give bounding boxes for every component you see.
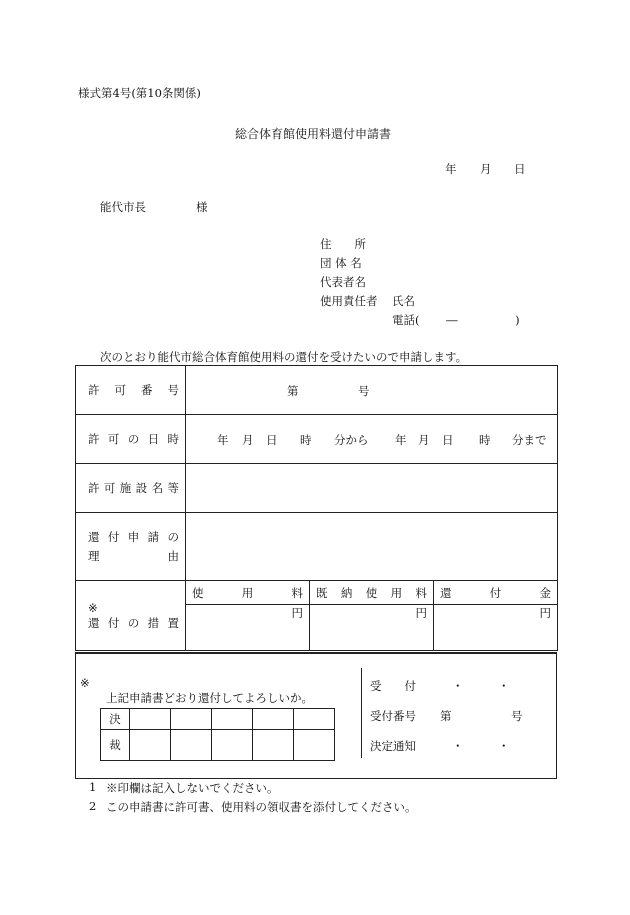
decision-dots: ・ ・ [452,739,510,753]
facility-label: 許 可 施 設 名 等 [76,464,186,513]
stamp-cell[interactable] [130,709,171,730]
stamp-cell[interactable] [294,730,335,761]
permit-number-label: 許 可 番 号 [76,366,186,415]
usage-fee-unit: 円 [291,606,303,620]
stamp-label-1: 決 [101,709,130,730]
approval-mark: ※ [80,676,90,690]
action-header-row [76,581,558,605]
stamp-cell[interactable] [171,730,212,761]
usage-fee-header: 使 用 料 [186,581,310,605]
stamp-cell[interactable] [253,709,294,730]
permit-datetime-label: 許 可 の 日 時 [76,415,186,464]
action-label: ※ 還 付 の 措 置 [76,581,186,651]
receipt-label: 受 付 [370,679,416,693]
facility-row [76,464,558,513]
dt-day-2: 日 [442,433,454,447]
applicant-group-label: 団 体 名 [320,256,362,270]
applicant-responsible-label: 使用責任者 [320,294,378,308]
action-mark: ※ [88,600,98,615]
permit-datetime-row [76,415,558,464]
stamp-cell[interactable] [212,730,253,761]
refund-amount-header: 還 付 金 [434,581,558,605]
receipt-number-suffix: 号 [511,709,523,723]
intro-text: 次のとおり能代市総合体育館使用料の還付を受けたいので申請します。 [100,350,468,364]
reason-label: 還 付 申 請 の 理 由 [76,513,186,581]
usage-fee-field[interactable] [186,605,310,651]
dt-year-1: 年 [217,433,229,447]
dt-month-1: 月 [242,433,254,447]
dt-hour-2: 時 [479,433,491,447]
stamp-cell[interactable] [130,730,171,761]
applicant-address-label: 住 所 [320,237,366,251]
paid-fee-field[interactable] [310,605,434,651]
dt-year-2: 年 [395,433,407,447]
permit-datetime-field[interactable] [186,415,558,464]
dt-minute-from: 分から [334,433,369,447]
form-number: 様式第4号(第10条関係) [78,86,201,100]
note-1-text: ※印欄は記入しないでください。 [106,781,279,795]
permit-number-prefix: 第 [287,384,299,398]
permit-number-row [76,366,558,415]
note-1-number: 1 [89,780,97,794]
date-day: 日 [514,162,526,176]
applicant-name-label: 氏名 [392,294,415,308]
dt-day-1: 日 [266,433,278,447]
dt-month-2: 月 [418,433,430,447]
stamp-cell[interactable] [253,730,294,761]
addressee-name: 能代市長 [100,200,146,214]
paid-fee-unit: 円 [415,606,427,620]
reason-row [76,513,558,581]
dt-hour-1: 時 [300,433,312,447]
paid-fee-header: 既 納 使 用 料 [310,581,434,605]
applicant-phone-label: 電話( ― ) [392,313,520,327]
stamp-label-2: 裁 [101,730,130,761]
note-2-text: この申請書に許可書、使用料の領収書を添付してください。 [106,800,417,814]
refund-amount-unit: 円 [539,606,552,620]
approval-question: 上記申請書どおり還付してよろしいか。 [106,691,313,705]
dt-minute-to: 分まで [512,433,547,447]
application-table [75,365,558,651]
applicant-representative-label: 代表者名 [320,275,366,289]
date-year: 年 [445,162,457,176]
reason-field[interactable] [186,513,558,581]
receipt-number-prefix: 第 [440,709,452,723]
decision-label: 決定通知 [370,739,416,753]
document-title: 総合体育館使用料還付申請書 [235,127,392,141]
permit-number-suffix: 号 [358,384,370,398]
refund-amount-field[interactable] [434,605,558,651]
receipt-number-label: 受付番号 [370,709,416,723]
date-month: 月 [480,162,492,176]
stamp-cell[interactable] [212,709,253,730]
note-2-number: 2 [89,799,97,813]
facility-field[interactable] [186,464,558,513]
receipt-dots: ・ ・ [452,679,510,693]
addressee-honorific: 様 [196,200,208,214]
approval-stamp-grid [100,708,335,761]
approval-divider [361,668,362,758]
permit-number-field[interactable] [186,366,558,415]
stamp-cell[interactable] [171,709,212,730]
stamp-cell[interactable] [294,709,335,730]
